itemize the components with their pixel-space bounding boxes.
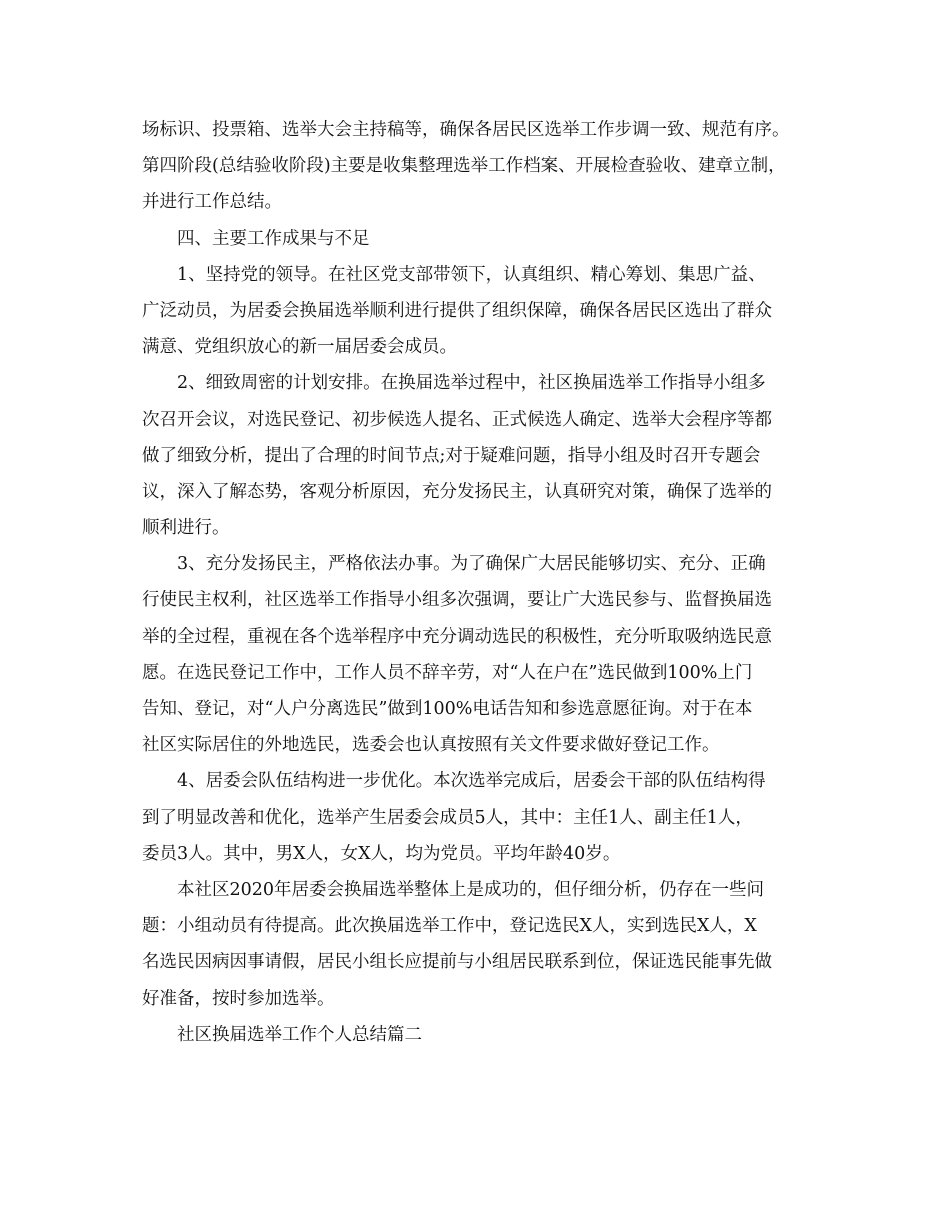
text-line: 到了明显改善和优化，选举产生居委会成员5人，其中：主任1人、副主任1人， xyxy=(142,807,753,828)
section-heading-results xyxy=(142,221,807,257)
text-line: 第四阶段(总结验收阶段)主要是收集整理选举工作档案、开展检查验收、建章立制， xyxy=(142,156,786,177)
text-line: 愿。在选民登记工作中，工作人员不辞辛劳，对“人在户在”选民做到100%上门 xyxy=(142,662,753,683)
paragraph-democracy xyxy=(142,546,807,763)
text-line: 4、居委会队伍结构进一步优化。本次选举完成后，居委会干部的队伍结构得 xyxy=(177,771,766,792)
text-line: 2、细致周密的计划安排。在换届选举过程中，社区换届选举工作指导小组多 xyxy=(177,373,766,394)
text-line: 做了细致分析，提出了合理的时间节点;对于疑难问题，指导小组及时召开专题会 xyxy=(142,445,761,466)
text-line: 3、充分发扬民主，严格依法办事。为了确保广大居民能够切实、充分、正确 xyxy=(177,554,766,575)
text-line: 告知、登记，对“人户分离选民”做到100%电话告知和参选意愿征询。对于在本 xyxy=(142,699,753,719)
text-line: 行使民主权利，社区选举工作指导小组多次强调，要让广大选民参与、监督换届选 xyxy=(142,590,772,611)
section-heading: 四、主要工作成果与不足 xyxy=(177,228,370,249)
text-line: 举的全过程，重视在各个选举程序中充分调动选民的积极性，充分听取吸纳选民意 xyxy=(142,626,772,647)
text-line: 场标识、投票箱、选举大会主持稿等，确保各居民区选举工作步调一致、规范有序。 xyxy=(142,120,790,140)
text-line: 次召开会议，对选民登记、初步候选人提名、正式候选人确定、选举大会程序等都 xyxy=(142,409,772,430)
paragraph-election-stages xyxy=(142,112,807,221)
paragraph-team-structure xyxy=(142,763,807,872)
text-line: 广泛动员，为居委会换届选举顺利进行提供了组织保障，确保各居民区选出了群众 xyxy=(142,300,772,321)
text-line: 议，深入了解态势，客观分析原因，充分发扬民主，认真研究对策，确保了选举的 xyxy=(142,481,772,502)
text-line: 顺利进行。 xyxy=(142,518,230,539)
text-line: 社区实际居住的外地选民，选委会也认真按照有关文件要求做好登记工作。 xyxy=(142,735,720,756)
section-heading-part-two xyxy=(142,1017,807,1053)
text-line: 好准备，按时参加选举。 xyxy=(142,988,335,1009)
section-heading: 社区换届选举工作个人总结篇二 xyxy=(177,1024,422,1045)
text-line: 满意、党组织放心的新一届居委会成员。 xyxy=(142,337,457,358)
text-line: 并进行工作总结。 xyxy=(142,192,282,213)
paragraph-shortcomings xyxy=(142,872,807,1017)
text-line: 题：小组动员有待提高。此次换届选举工作中，登记选民X人，实到选民X人，X xyxy=(142,916,757,937)
text-line: 委员3人。其中，男X人，女X人，均为党员。平均年龄40岁。 xyxy=(142,843,621,864)
text-line: 名选民因病因事请假，居民小组长应提前与小组居民联系到位，保证选民能事先做 xyxy=(142,952,772,973)
document-body xyxy=(142,112,807,1053)
paragraph-planning xyxy=(142,365,807,546)
text-line: 本社区2020年居委会换届选举整体上是成功的，但仔细分析，仍存在一些问 xyxy=(177,879,765,900)
paragraph-party-leadership xyxy=(142,257,807,366)
text-line: 1、坚持党的领导。在社区党支部带领下，认真组织、精心筹划、集思广益、 xyxy=(177,264,766,285)
